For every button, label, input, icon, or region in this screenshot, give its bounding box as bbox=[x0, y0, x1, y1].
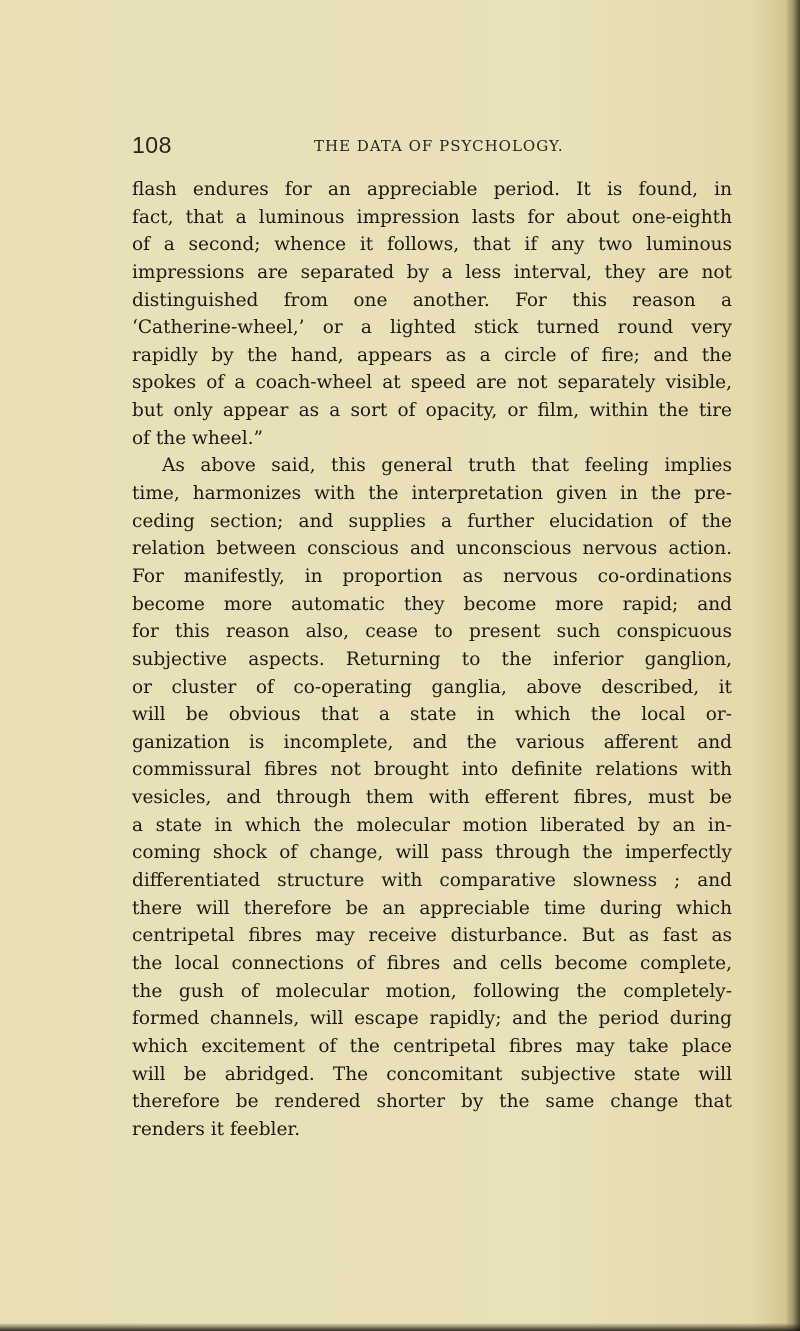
text-line: fact, that a luminous impression lasts for about one-eighth bbox=[132, 206, 732, 228]
text-line: or cluster of co-operating ganglia, above described, it bbox=[132, 676, 732, 698]
text-line: of a second; whence it follows, that if any two luminous bbox=[132, 234, 732, 256]
text-line: the local connections of fibres and cells become complete, bbox=[132, 952, 732, 974]
text-line: centripetal fibres may receive disturbance. But as fast as bbox=[132, 925, 732, 947]
text-line: a state in which the molecular motion liberated by an in- bbox=[132, 814, 732, 836]
text-line: spokes of a coach-wheel at speed are not separately visible, bbox=[132, 372, 732, 394]
text-line: differentiated structure with comparative slowness ; and bbox=[132, 870, 732, 892]
text-line: coming shock of change, will pass through the imperfectly bbox=[132, 842, 732, 864]
text-line: impressions are separated by a less interval, they are not bbox=[132, 261, 732, 283]
text-line: for this reason also, cease to present such conspicuous bbox=[132, 621, 732, 643]
text-line: For manifestly, in proportion as nervous co-ordinations bbox=[132, 565, 732, 587]
text-line: ‘Catherine-wheel,’ or a lighted stick turned round very bbox=[132, 317, 732, 339]
text-line: therefore be rendered shorter by the same change that bbox=[132, 1091, 732, 1113]
running-title: THE DATA OF PSYCHOLOGY. bbox=[314, 137, 564, 155]
page-header bbox=[132, 132, 732, 162]
text-line: which excitement of the centripetal fibres may take place bbox=[132, 1035, 732, 1057]
text-line: rapidly by the hand, appears as a circle of fire; and the bbox=[132, 344, 732, 366]
text-line: will be obvious that a state in which the local or- bbox=[132, 704, 732, 726]
page-bottom-edge bbox=[0, 1323, 800, 1331]
text-line: time, harmonizes with the interpretation given in the pre- bbox=[132, 483, 732, 505]
text-line: distinguished from one another. For this reason a bbox=[132, 289, 732, 311]
text-line: flash endures for an appreciable period. It is found, in bbox=[132, 179, 732, 200]
text-line: relation between conscious and unconscious nervous action. bbox=[132, 538, 732, 560]
text-line: become more automatic they become more rapid; and bbox=[132, 593, 732, 615]
text-line: commissural fibres not brought into definite relations with bbox=[132, 759, 732, 781]
text-line: of the wheel.” bbox=[132, 427, 263, 449]
text-line: vesicles, and through them with efferent fibres, must be bbox=[132, 787, 732, 809]
text-line: but only appear as a sort of opacity, or film, within the tire bbox=[132, 400, 732, 422]
body-text bbox=[132, 176, 732, 1143]
text-line: subjective aspects. Returning to the inferior ganglion, bbox=[132, 648, 732, 670]
text-line: the gush of molecular motion, following the completely- bbox=[132, 980, 732, 1002]
page-binding-shadow bbox=[786, 0, 800, 1331]
page-number: 108 bbox=[132, 132, 172, 158]
text-line: will be abridged. The concomitant subjective state will bbox=[132, 1063, 732, 1085]
text-line: ganization is incomplete, and the various afferent and bbox=[132, 731, 732, 753]
text-line: there will therefore be an appreciable time during which bbox=[132, 897, 732, 919]
text-line: As above said, this general truth that feeling implies bbox=[162, 455, 732, 477]
text-line: renders it feebler. bbox=[132, 1118, 301, 1140]
text-line: formed channels, will escape rapidly; and the period during bbox=[132, 1008, 732, 1030]
text-line: ceding section; and supplies a further elucidation of the bbox=[132, 510, 732, 532]
